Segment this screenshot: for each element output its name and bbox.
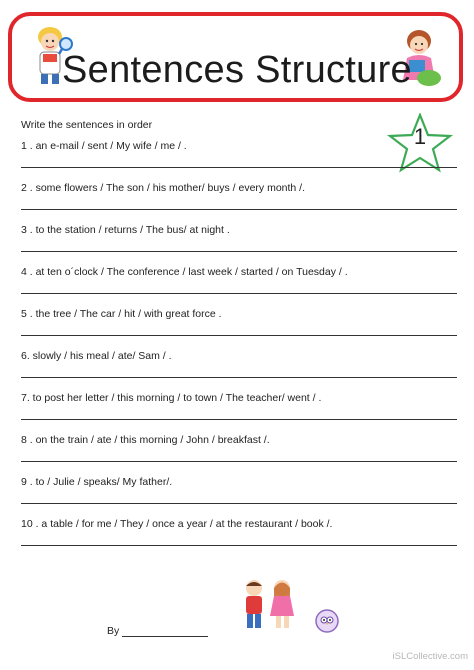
watermark: iSLCollective.com xyxy=(392,651,468,662)
answer-line[interactable] xyxy=(21,209,457,210)
author-signature-line[interactable] xyxy=(122,636,208,637)
answer-line[interactable] xyxy=(21,167,457,168)
answer-line[interactable] xyxy=(21,251,457,252)
sentence-item: 9 . to / Julie / speaks/ My father/. xyxy=(21,476,173,488)
worksheet-number: 1 xyxy=(413,124,427,149)
sentence-item: 4 . at ten o´clock / The conference / last week / started / on Tuesday / . xyxy=(21,266,348,278)
sentence-item: 3 . to the station / returns / The bus/ at night . xyxy=(21,224,230,236)
answer-line[interactable] xyxy=(21,335,457,336)
sentence-item: 2 . some flowers / The son / his mother/ buys / every month /. xyxy=(21,182,306,194)
sentence-item: 10 . a table / for me / They / once a year / at the restaurant / book /. xyxy=(21,518,333,530)
page-title: Sentences Structure xyxy=(61,49,412,91)
instruction-text: Write the sentences in order xyxy=(21,119,153,131)
sentence-item: 8 . on the train / ate / this morning / John / breakfast /. xyxy=(21,434,270,446)
answer-line[interactable] xyxy=(21,377,457,378)
answer-line[interactable] xyxy=(21,293,457,294)
sentence-item: 5 . the tree / The car / hit / with great force . xyxy=(21,308,222,320)
sentence-item: 1 . an e-mail / sent / My wife / me / . xyxy=(21,140,187,152)
owl-badge-icon xyxy=(314,608,340,634)
author-label: By xyxy=(107,625,120,637)
sentence-item: 7. to post her letter / this morning / to town / The teacher/ went / . xyxy=(21,392,322,404)
answer-line[interactable] xyxy=(21,503,457,504)
answer-line[interactable] xyxy=(21,419,457,420)
sentence-item: 6. slowly / his meal / ate/ Sam / . xyxy=(21,350,172,362)
two-children-icon xyxy=(234,578,304,634)
answer-line[interactable] xyxy=(21,461,457,462)
answer-line[interactable] xyxy=(21,545,457,546)
